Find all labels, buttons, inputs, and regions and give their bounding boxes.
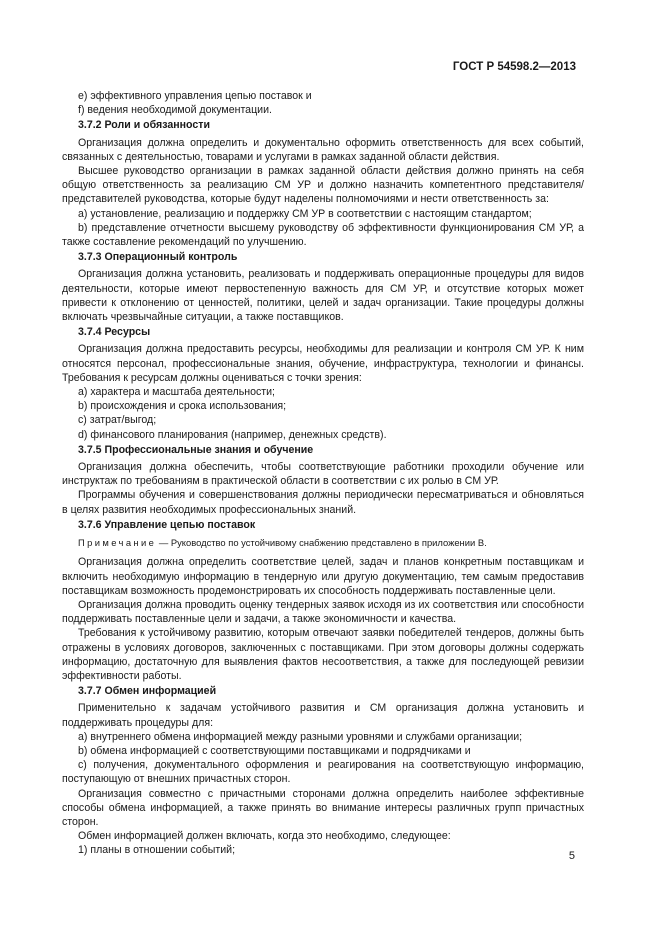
- paragraph: Организация должна обеспечить, чтобы соответствующие работники проходили обучение или инструктаж по требованиям в практической области в соответствии с их ролью в СМ УР.: [62, 461, 584, 488]
- paragraph: Высшее руководство организации в рамках заданной области действия должно принять на себя общую ответственность за реализацию СМ УР и должно назначить компетентного представителя/представителей руководства, которые будут наделены полномочиями и нести ответственность за:: [62, 165, 584, 206]
- paragraph: Организация совместно с причастными сторонами должна определить наиболее эффективные способы обмена информацией, а также принять во внимание интересы различных групп причастных сторон.: [62, 787, 584, 828]
- section-heading: 3.7.5 Профессиональные знания и обучение: [78, 443, 314, 456]
- section-heading: 3.7.6 Управление цепью поставок: [78, 518, 256, 531]
- list-item: с) получения, документального оформления и реагирования на соответствующую информацию, поступающую от внешних причастных сторон.: [62, 759, 584, 786]
- note: [62, 536, 584, 550]
- note-label: Примечание: [78, 537, 157, 549]
- list-item: b) происхождения и срока использования;: [78, 400, 287, 413]
- section-heading: 3.7.4 Ресурсы: [78, 326, 151, 339]
- list-item: f) ведения необходимой документации.: [78, 104, 272, 117]
- standard-header: ГОСТ Р 54598.2—2013: [452, 61, 576, 73]
- list-item: b) обмена информацией с соответствующими поставщиками и подрядчиками и: [78, 744, 471, 757]
- list-item: d) финансового планирования (например, денежных средств).: [78, 428, 387, 441]
- list-item: b) представление отчетности высшему руководству об эффективности функционирования СМ УР, а также составление рекомендаций по улучшению.: [62, 221, 584, 249]
- paragraph: Организация должна установить, реализовать и поддерживать операционные процедуры для видов деятельности, которые имеют первостепенную важность для СМ УР, и отсутствие которых может привести к отклонению от ценностей, политики, целей и задач организации. Такие процедуры должны включать чрезвычайные ситуации, а также поставщиков.: [62, 268, 584, 324]
- paragraph: Организация должна определить и документально оформить ответственность для всех событий, связанных с деятельностью, товарами и услугами в рамках заданной области действия.: [62, 136, 584, 163]
- list-item: а) установление, реализацию и поддержку СМ УР в соответствии с настоящим стандартом;: [78, 207, 532, 220]
- paragraph: Организация должна предоставить ресурсы, необходимы для реализации и контроля СМ УР. К ним относятся персонал, профессиональные знания, обучение, инфраструктура, технологии и финансы. Требования к ресурсам должны оцениваться с точки зрения:: [62, 343, 584, 384]
- list-item: а) внутреннего обмена информацией между разными уровнями и службами организации;: [78, 730, 523, 743]
- page-number: 5: [568, 850, 575, 862]
- section-heading: 3.7.2 Роли и обязанности: [78, 119, 210, 132]
- paragraph: Обмен информацией должен включать, когда это необходимо, следующее:: [78, 830, 451, 843]
- paragraph: Применительно к задачам устойчивого развития и СМ организация должна установить и поддерживать процедуры для:: [62, 702, 584, 729]
- note-text: — Руководство по устойчивому снабжению представлено в приложении В.: [156, 537, 487, 549]
- list-item: 1) планы в отношении событий;: [78, 844, 236, 857]
- paragraph: Организация должна проводить оценку тендерных заявок исходя из их соответствия или способности поддерживать поставленные цели и задачи, а также экономичности и качества.: [62, 598, 584, 626]
- list-item: а) характера и масштаба деятельности;: [78, 386, 275, 399]
- section-heading: 3.7.7 Обмен информацией: [78, 685, 217, 698]
- list-item: е) эффективного управления цепью поставок и: [78, 90, 312, 102]
- section-heading: 3.7.3 Операционный контроль: [78, 251, 238, 264]
- paragraph: Требования к устойчивому развитию, которым отвечают заявки победителей тендеров, должны быть отражены в условиях договоров, заключенных с поставщиками. При этом договоры должны содержать информацию, достаточную для выявления фактов несоответствия, а также для последующей ревизии эффективности работы.: [62, 627, 584, 682]
- paragraph: Программы обучения и совершенствования должны периодически пересматриваться и обновляться в целях развития необходимых профессиональных знаний.: [62, 489, 584, 516]
- list-item: с) затрат/выгод;: [78, 414, 157, 427]
- paragraph: Организация должна определить соответствие целей, задач и планов конкретным поставщикам и включить необходимую информацию в тендерную или другую документацию, тем самым предоставив поставщикам возможность продемонстрировать их способность поддерживать поставленные цели.: [62, 556, 584, 597]
- document-body: [62, 89, 584, 858]
